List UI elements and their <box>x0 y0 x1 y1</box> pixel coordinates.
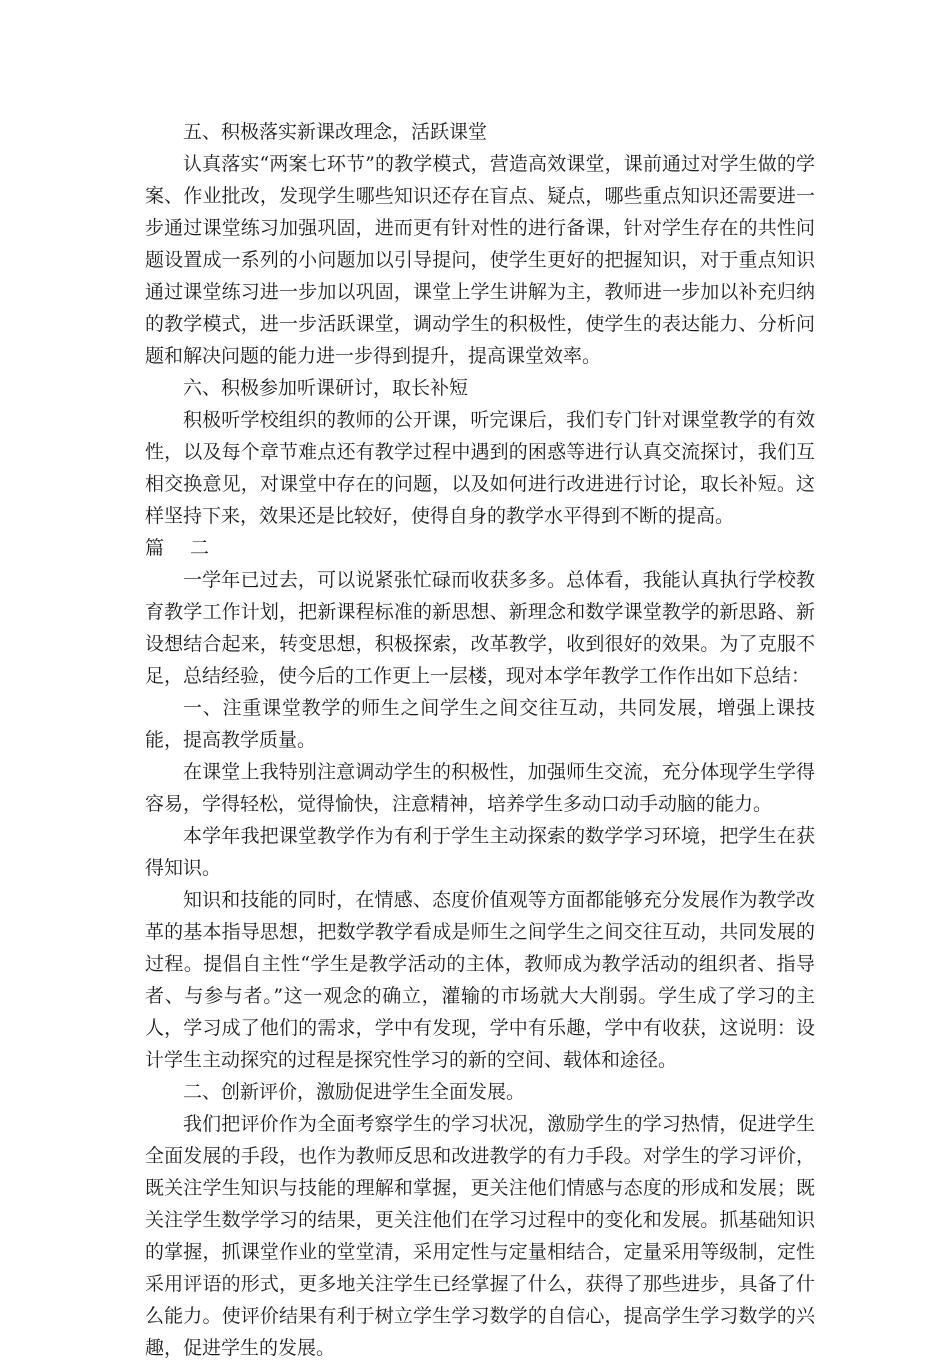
paragraph: 认真落实“两案七环节”的教学模式，营造高效课堂，课前通过对学生做的学案、作业批改，发现学生哪些知识还存在盲点、疑点，哪些重点知识还需要进一步通过课堂练习加强巩固，进而更有针对性的进行备课，针对学生存在的共性问题设置成一系列的小问题加以引导提问，使学生更好的把握知识，对于重点知识通过课堂练习进一步加以巩固，课堂上学生讲解为主，教师进一步加以补充归纳的教学模式，进一步活跃课堂，调动学生的积极性，使学生的表达能力、分析问题和解决问题的能力进一步得到提升，提高课堂效率。 <box>145 153 815 367</box>
document-body <box>145 116 815 1364</box>
part-label: 篇 二 <box>145 537 220 559</box>
section-heading-two: 二、创新评价，激励促进学生全面发展。 <box>183 1081 526 1103</box>
section-heading-five: 五、积极落实新课改理念，活跃课堂 <box>183 121 488 143</box>
section-heading-one: 一、注重课堂教学的师生之间学生之间交往互动，共同发展，增强上课技能，提高教学质量。 <box>145 697 815 751</box>
paragraph: 知识和技能的同时，在情感、态度价值观等方面都能够充分发展作为教学改革的基本指导思想，把数学教学看成是师生之间学生之间交往互动，共同发展的过程。提倡自主性“学生是教学活动的主体，教师成为教学活动的组织者、指导者、与参与者。”这一观念的确立，灌输的市场就大大削弱。学生成了学习的主人，学习成了他们的需求，学中有发现，学中有乐趣，学中有收获，这说明：设计学生主动探究的过程是探究性学习的新的空间、载体和途径。 <box>145 889 815 1071</box>
paragraph: 本学年我把课堂教学作为有利于学生主动探索的数学学习环境，把学生在获得知识。 <box>145 825 815 879</box>
paragraph: 一学年已过去，可以说紧张忙碌而收获多多。总体看，我能认真执行学校教育教学工作计划，把新课程标准的新思想、新理念和数学课堂教学的新思路、新设想结合起来，转变思想，积极探索，改革教学，收到很好的效果。为了克服不足，总结经验，使今后的工作更上一层楼，现对本学年教学工作作出如下总结： <box>145 569 815 687</box>
section-heading-six: 六、积极参加听课研讨，取长补短 <box>183 377 469 399</box>
paragraph: 在课堂上我特别注意调动学生的积极性，加强师生交流，充分体现学生学得容易，学得轻松，觉得愉快，注意精神，培养学生多动口动手动脑的能力。 <box>145 761 815 815</box>
paragraph: 积极听学校组织的教师的公开课，听完课后，我们专门针对课堂教学的有效性，以及每个章节难点还有教学过程中遇到的困惑等进行认真交流探讨，我们互相交换意见，对课堂中存在的问题，以及如何进行改进进行讨论，取长补短。这样坚持下来，效果还是比较好，使得自身的教学水平得到不断的提高。 <box>145 409 815 527</box>
paragraph: 我们把评价作为全面考察学生的学习状况，激励学生的学习热情，促进学生全面发展的手段，也作为教师反思和改进教学的有力手段。对学生的学习评价，既关注学生知识与技能的理解和掌握，更关注他们情感与态度的形成和发展；既关注学生数学学习的结果，更关注他们在学习过程中的变化和发展。抓基础知识的掌握，抓课堂作业的堂堂清，采用定性与定量相结合，定量采用等级制，定性采用评语的形式，更多地关注学生已经掌握了什么，获得了那些进步，具备了什么能力。使评价结果有利于树立学生学习数学的自信心，提高学生学习数学的兴趣，促进学生的发展。 <box>145 1113 815 1359</box>
